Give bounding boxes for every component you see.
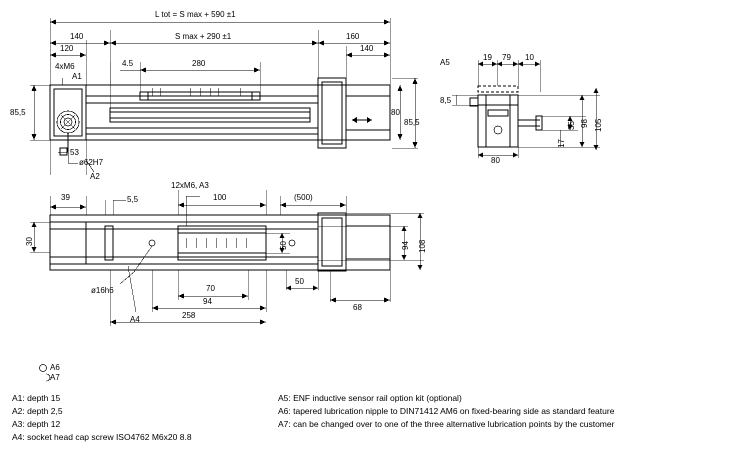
dim-280: 280 (192, 59, 206, 68)
dim-160: 160 (346, 32, 360, 41)
dim-17: 17 (557, 139, 566, 148)
dim-a1: A1 (72, 72, 82, 81)
dim-94-bottom: 94 (203, 297, 212, 306)
dim-68: 68 (353, 303, 362, 312)
dim-8-5: 8,5 (440, 96, 452, 105)
dim-35: 35 (567, 121, 576, 130)
dim-105: 105 (594, 118, 603, 132)
dim-4-5: 4.5 (122, 59, 134, 68)
dim-50-right: 50 (295, 277, 304, 286)
dim-98: 98 (580, 119, 589, 128)
dim-70: 70 (206, 284, 215, 293)
legend-a6: A6: tapered lubrication nipple to DIN71412 AM6 on fixed-bearing side as standard feature (278, 406, 615, 416)
dim-4xm6: 4xM6 (55, 62, 75, 71)
dim-16h6: ø16h6 (91, 286, 114, 295)
dim-5-5: 5,5 (127, 195, 139, 204)
dim-10: 10 (525, 53, 534, 62)
dim-ltot: L tot = S max + 590 ±1 (155, 10, 236, 19)
dim-12xm6-a3: 12xM6, A3 (171, 181, 209, 190)
dim-120: 120 (60, 44, 74, 53)
dim-108: 108 (418, 239, 427, 253)
dim-39: 39 (61, 193, 70, 202)
dim-80-bottom: 80 (491, 156, 500, 165)
dim-53: 53 (70, 148, 79, 157)
dim-85-5-left: 85,5 (10, 108, 26, 117)
legend-a3: A3: depth 12 (12, 419, 61, 429)
dim-62h7: ø62H7 (79, 158, 104, 167)
legend-a5: A5: ENF inductive sensor rail option kit (optional) (278, 393, 462, 403)
legend-a7: A7: can be changed over to one of the three alternative lubrication points by the customer (278, 419, 615, 429)
balloon-a6-label: A6 (50, 363, 60, 372)
dim-140-left: 140 (70, 32, 84, 41)
legend-a4: A4: socket head cap screw ISO4762 M6x20 8.8 (12, 432, 192, 442)
dim-140-right: 140 (360, 44, 374, 53)
dim-a2: A2 (90, 172, 100, 181)
dim-80-right: 80 (391, 108, 400, 117)
dim-a5: A5 (440, 58, 450, 67)
dim-a4: A4 (130, 315, 140, 324)
dim-79: 79 (502, 53, 511, 62)
dim-500: (500) (294, 193, 313, 202)
dim-258: 258 (182, 311, 196, 320)
dim-94-right: 94 (401, 241, 410, 250)
dim-19: 19 (483, 53, 492, 62)
dim-30: 30 (25, 237, 34, 246)
legend-a2: A2: depth 2,5 (12, 406, 63, 416)
balloon-a7-label: A7 (50, 373, 60, 382)
dim-85-5-right: 85,5 (404, 118, 420, 127)
dim-smax: S max + 290 ±1 (175, 32, 232, 41)
dim-50-inner: 50 (279, 241, 288, 250)
dim-100: 100 (213, 193, 227, 202)
legend-a1: A1: depth 15 (12, 393, 61, 403)
